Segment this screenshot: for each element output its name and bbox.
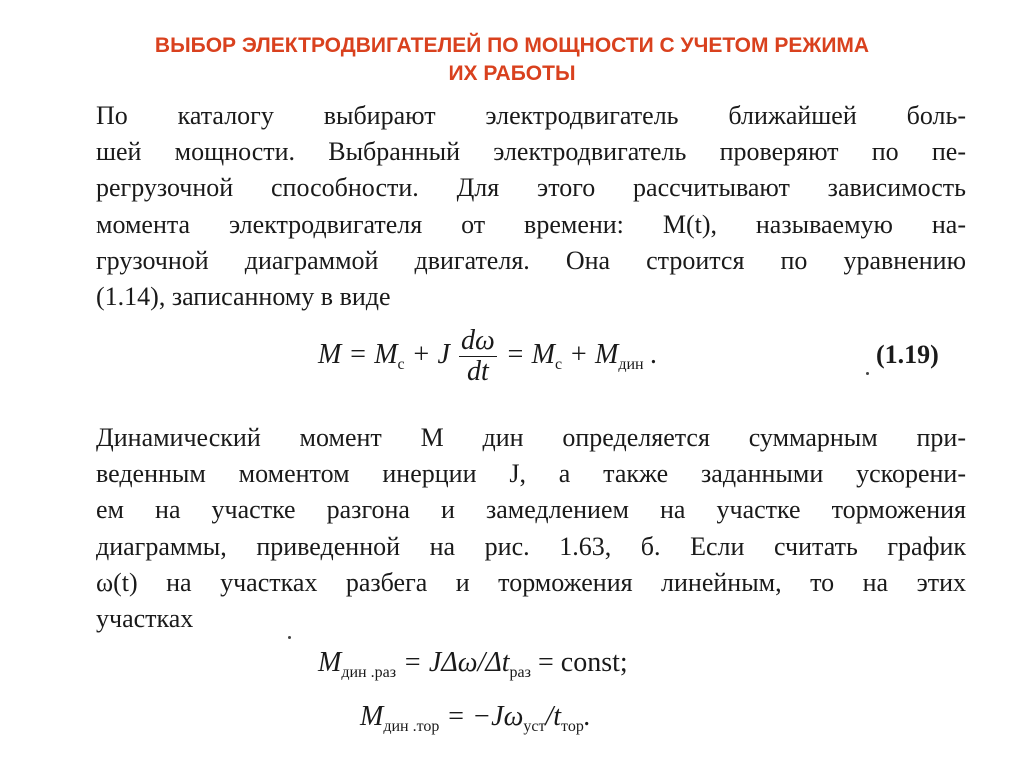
paragraph-2-line: веденным моментом инерции J, а также заданными ускорени- [96, 459, 966, 489]
formula-subscript: с [554, 355, 563, 373]
paragraph-2-line: ем на участке разгона и замедлением на участке торможения [96, 495, 966, 525]
formula-text: . [583, 701, 591, 732]
title-line-2: ИХ РАБОТЫ [448, 62, 576, 85]
paragraph-1 [96, 98, 966, 315]
paragraph-2-line: Динамический момент M дин определяется суммарным при- [96, 423, 966, 452]
formula-text: = const; [530, 647, 628, 678]
formula-text: M [318, 647, 342, 678]
paragraph-1-line: (1.14), записанному в виде [96, 282, 391, 312]
formula-text: + M [562, 338, 619, 370]
fraction-numerator: dω [460, 325, 495, 356]
formula-acceleration [318, 646, 628, 690]
formula-text: M = M [318, 338, 398, 370]
paragraph-1-line: момента электродвигателя от времени: M(t), называемую на- [96, 209, 966, 239]
formula-text: + J [404, 338, 450, 370]
paragraph-2-line: участках [96, 604, 194, 634]
page-title [0, 32, 1024, 88]
paragraph-1-line: грузочной диаграммой двигателя. Она строится по уравнению [96, 245, 966, 275]
formula-text: = −Jω [439, 701, 524, 732]
formula-1-19 [318, 326, 658, 392]
paragraph-2-line: ω(t) на участках разбега и торможения линейным, то на этих [96, 567, 966, 597]
scan-speck [866, 372, 869, 375]
formula-subscript: тор [561, 718, 584, 735]
formula-text: = JΔω/Δt [396, 647, 510, 678]
paragraph-2-line: диаграммы, приведенной на рис. 1.63, б. Если считать график [96, 531, 966, 561]
formula-subscript: раз [509, 664, 531, 681]
formula-subscript: дин .раз [341, 664, 397, 681]
formula-subscript: уст [523, 718, 546, 735]
formula-subscript: с [397, 355, 405, 373]
scan-speck [288, 636, 291, 639]
equation-number: (1.19) [876, 340, 939, 369]
formula-text: = M [505, 338, 555, 370]
formula-text: M [360, 701, 384, 732]
fraction-denominator: dt [466, 356, 489, 387]
paragraph-2 [96, 420, 966, 637]
formula-text: . [643, 338, 658, 370]
formula-braking [360, 700, 591, 744]
formula-subscript: дин .тор [383, 718, 440, 735]
formula-text: /t [545, 701, 562, 732]
fraction [459, 326, 497, 387]
paragraph-1-line: По каталогу выбирают электродвигатель ближайшей боль- [96, 101, 966, 130]
paragraph-1-line: шей мощности. Выбранный электродвигатель проверяют по пе- [96, 137, 966, 167]
formula-subscript: дин [618, 355, 644, 373]
paragraph-1-line: регрузочной способности. Для этого рассчитывают зависимость [96, 173, 966, 203]
title-line-1: ВЫБОР ЭЛЕКТРОДВИГАТЕЛЕЙ ПО МОЩНОСТИ С УЧЕТОМ РЕЖИМА [154, 34, 870, 57]
